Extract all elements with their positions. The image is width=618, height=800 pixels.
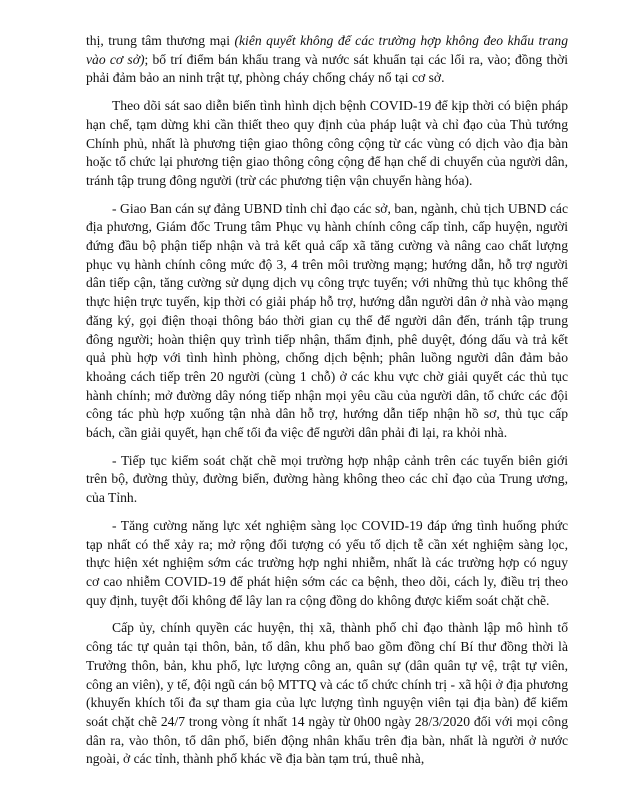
paragraph-6-text: Cấp ủy, chính quyền các huyện, thị xã, thành phố chỉ đạo thành lập mô hình tổ công tác tự quản tại thôn, bản, tổ dân, khu phố bao gồm đồng chí Bí thư đồng thời là Trưởng thôn, bản, khu phố, lực lượng công an, quân sự (dân quân tự vệ, trật tự viên, công an viên), y tế, đội ngũ cán bộ MTTQ và các tổ chức chính trị - xã hội ở địa phương (khuyến khích tối đa sự tham gia của lực lượng tình nguyện viên tại địa bàn) để kiểm soát chặt chẽ 24/7 trong vòng ít nhất 14 ngày từ 0h00 ngày 28/3/2020 đối với mọi công dân ra, vào thôn, tổ dân phố, biến động nhân khẩu trên địa bàn, nhất là người ở nước ngoài, ở các tỉnh, thành phố khác về địa bàn tạm trú, thuê nhà,	[86, 620, 568, 767]
paragraph-6	[86, 619, 568, 769]
paragraph-1-italic-run: (kiên quyết không để các trường hợp không đeo khẩu trang vào cơ sở)	[86, 33, 568, 67]
paragraph-2-text: Theo dõi sát sao diễn biến tình hình dịch bệnh COVID-19 để kịp thời có biện pháp hạn chế, tạm dừng khi cần thiết theo quy định của pháp luật và chỉ đạo của Thủ tướng Chính phủ, nhất là phương tiện giao thông công cộng từ các vùng có dịch vào địa bàn hoặc tổ chức lại phương tiện giao thông công cộng để hạn chế di chuyển của người dân, tránh tập trung đông người (trừ các phương tiện vận chuyển hàng hóa).	[86, 98, 568, 188]
paragraph-4-text: - Tiếp tục kiểm soát chặt chẽ mọi trường hợp nhập cảnh trên các tuyến biên giới trên bộ, đường thủy, đường biển, đường hàng không theo các chỉ đạo của Trung ương, của Tỉnh.	[86, 452, 568, 506]
paragraph-1-run-1: thị, trung tâm thương mại	[86, 33, 235, 48]
paragraph-2	[86, 97, 568, 191]
paragraph-3	[86, 200, 568, 443]
paragraph-5	[86, 517, 568, 611]
paragraph-3-text: - Giao Ban cán sự đảng UBND tỉnh chỉ đạo các sở, ban, ngành, chủ tịch UBND các địa phương, Giám đốc Trung tâm Phục vụ hành chính công cấp tỉnh, cấp huyện, người đứng đầu bộ phận tiếp nhận và trả kết quả cấp xã tăng cường và nâng cao chất lượng phục vụ hành chính công mức độ 3, 4 trên môi trường mạng; hướng dẫn, hỗ trợ người dân tiếp cận, tăng cường sử dụng dịch vụ công trực tuyến; với những thủ tục không thể thực hiện trực tuyến, kịp thời có giải pháp hỗ trợ, hướng dẫn người dân ở nhà vào mạng đăng ký, gọi điện thoại thông báo thời gian cụ thể để người dân đến, tránh tập trung đông người; hoàn thiện quy trình tiếp nhận, thẩm định, phê duyệt, đóng dấu và trả kết quả phù hợp với tình hình phòng, chống dịch bệnh; phân luồng người dân đảm bảo khoảng cách tiếp trên 20 người (cùng 1 chỗ) ở các khu vực chờ giải quyết các thủ tục hành chính; mở đường dây nóng tiếp nhận mọi yêu cầu của người dân, tổ chức các đội công tác phù hợp xuống tận nhà dân hỗ trợ, hướng dẫn tiếp nhận hồ sơ, thủ tục cấp bách, cần giải quyết, hạn chế tối đa việc để người dân phải đi lại, ra khỏi nhà.	[86, 200, 568, 441]
paragraph-5-text: - Tăng cường năng lực xét nghiệm sàng lọc COVID-19 đáp ứng tình huống phức tạp nhất có thể xảy ra; mở rộng đối tượng có yếu tố dịch tễ cần xét nghiệm sàng lọc, thực hiện xét nghiệm sớm các trường hợp nghi nhiễm, nhất là các trường hợp có nguy cơ cao nhiễm COVID-19 để phát hiện sớm các ca bệnh, theo dõi, cách ly, điều trị theo quy định, tuyệt đối không để lây lan ra cộng đồng do không được kiểm soát chặt chẽ.	[86, 517, 568, 608]
paragraph-1-run-3: ; bố trí điểm bán khẩu trang và nước sát khuẩn tại các lối ra, vào; đồng thời phải đảm bảo an ninh trật tự, phòng cháy chống cháy nổ tại cơ sở.	[86, 51, 568, 86]
paragraph-1	[86, 32, 568, 88]
paragraph-4	[86, 452, 568, 508]
